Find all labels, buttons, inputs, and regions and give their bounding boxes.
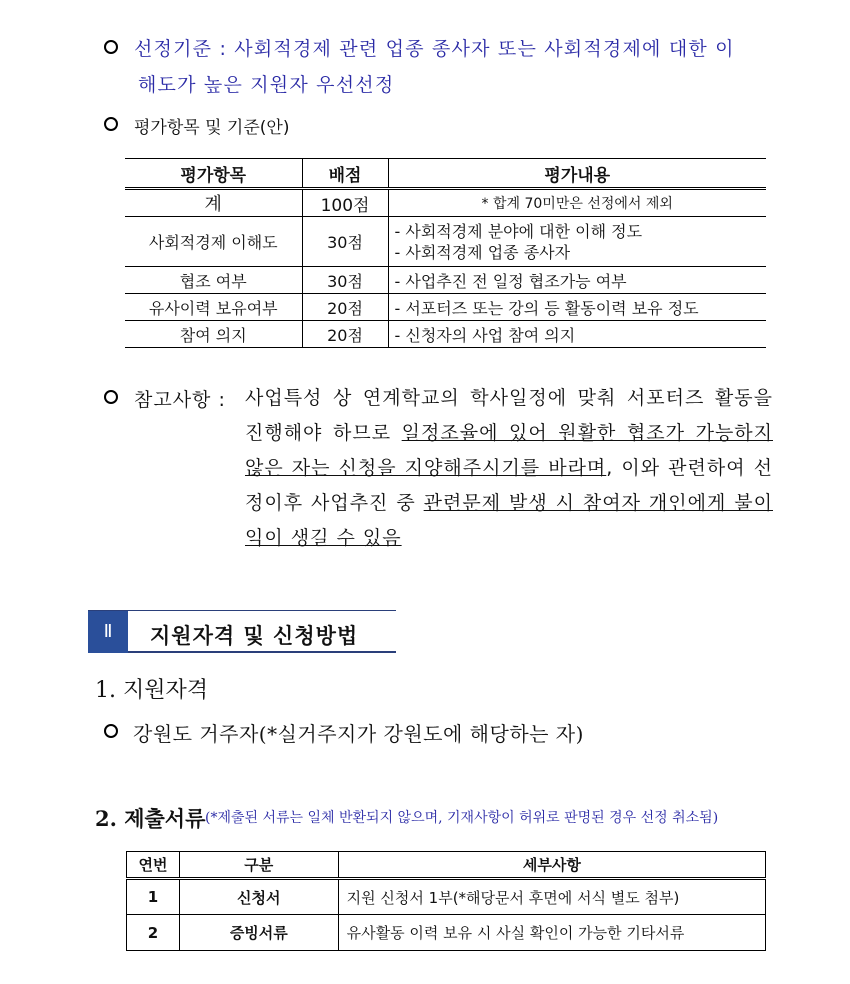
row-score: 30점 (302, 217, 388, 267)
row-content: - 신청자의 사업 참여 의지 (388, 321, 766, 348)
reference-text: , 이와 관련하여 선정이후 사업추진 중 (245, 457, 773, 514)
section-title: 지원자격 및 신청방법 (150, 624, 359, 648)
section-header (88, 610, 396, 653)
bullet-circle-icon (104, 390, 118, 404)
table-row (127, 915, 766, 951)
header-content: 평가내용 (388, 159, 766, 189)
doc-category: 신청서 (179, 879, 338, 915)
row-content: - 서포터즈 또는 강의 등 활동이력 보유 정도 (388, 294, 766, 321)
header-detail: 세부사항 (338, 852, 765, 879)
row-score: 20점 (302, 321, 388, 348)
table-row (125, 267, 766, 294)
header-item: 평가항목 (125, 159, 302, 189)
doc-detail: 지원 신청서 1부(*해당문서 후면에 서식 별도 첨부) (338, 879, 765, 915)
doc-detail: 유사활동 이력 보유 시 사실 확인이 가능한 기타서류 (338, 915, 765, 951)
documents-note: (*제출된 서류는 일체 반환되지 않으며, 기재사항이 허위로 판명된 경우 선정 취소됨) (205, 810, 719, 826)
table-row (125, 217, 766, 267)
reference-body (245, 381, 773, 556)
table-row (125, 189, 766, 217)
evaluation-header-row (125, 159, 766, 189)
header-category: 구분 (179, 852, 338, 879)
bullet-circle-icon (104, 40, 118, 54)
documents-table (126, 851, 766, 951)
row-content (388, 217, 766, 267)
bullet-circle-icon (104, 724, 118, 738)
qualification-heading: 1. 지원자격 (95, 678, 208, 703)
reference-underline: 관련문제 발생 시 참여자 개인에게 불이익이 생길 수 있음 (245, 492, 773, 549)
evaluation-title: 평가항목 및 기준(안) (134, 118, 290, 138)
row-content: - 사업추진 전 일정 협조가능 여부 (388, 267, 766, 294)
evaluation-table (125, 158, 766, 348)
total-score: 100점 (302, 189, 388, 217)
row-item: 협조 여부 (125, 267, 302, 294)
documents-heading: 2. 제출서류 (95, 806, 206, 831)
total-item: 계 (125, 189, 302, 217)
row-score: 30점 (302, 267, 388, 294)
reference-label: 참고사항 : (134, 389, 226, 411)
table-row (125, 294, 766, 321)
header-no: 연번 (127, 852, 180, 879)
doc-no: 1 (127, 879, 180, 915)
selection-criteria-line1: 선정기준 : 사회적경제 관련 업종 종사자 또는 사회적경제에 대한 이 (134, 38, 735, 60)
total-note: * 합계 70미만은 선정에서 제외 (388, 189, 766, 217)
doc-category: 증빙서류 (179, 915, 338, 951)
doc-no: 2 (127, 915, 180, 951)
row-item: 유사이력 보유여부 (125, 294, 302, 321)
qualification-item: 강원도 거주자(*실거주지가 강원도에 해당하는 자) (133, 722, 584, 746)
table-row (125, 321, 766, 348)
row-score: 20점 (302, 294, 388, 321)
selection-criteria-line2: 해도가 높은 지원자 우선선정 (138, 74, 395, 96)
header-score: 배점 (302, 159, 388, 189)
row-item: 사회적경제 이해도 (125, 217, 302, 267)
section-number: Ⅱ (88, 611, 128, 653)
row-item: 참여 의지 (125, 321, 302, 348)
bullet-circle-icon (104, 117, 118, 131)
reference-text: 사업특성 상 연계학교의 학사일정에 맞춰 서포터즈 활동을 진행해야 하므로 (245, 387, 773, 444)
documents-header-row (127, 852, 766, 879)
table-row (127, 879, 766, 915)
row-content-line: - 사회적경제 분야에 대한 이해 정도 (394, 221, 643, 241)
row-content-line: - 사회적경제 업종 종사자 (394, 242, 571, 262)
reference-underline: 일정조율에 있어 원활한 협조가 가능하지 않은 자는 신청을 지양해주시기를 바라며 (245, 422, 773, 479)
